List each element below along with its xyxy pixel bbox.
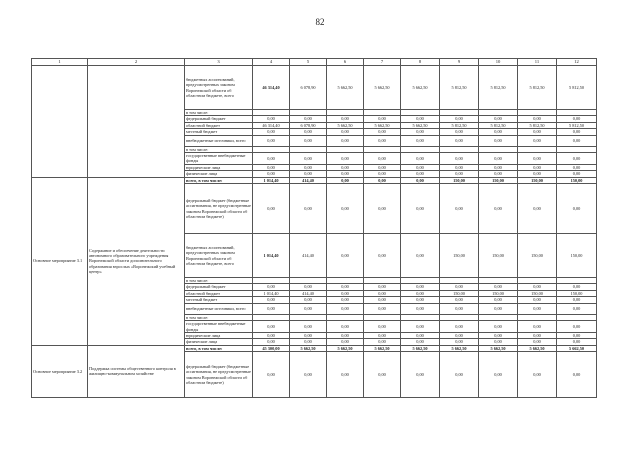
value-cell: 150,00 bbox=[440, 177, 479, 183]
value-cell: 150,00 bbox=[440, 234, 479, 278]
value-cell: 0,00 bbox=[557, 297, 597, 303]
value-cell: 0,00 bbox=[290, 135, 327, 146]
value-cell: 0,00 bbox=[253, 171, 290, 177]
value-cell: 0,00 bbox=[327, 171, 364, 177]
funding-source: юридические лица bbox=[185, 332, 253, 338]
value-cell: 0,00 bbox=[253, 164, 290, 170]
value-cell: 150,00 bbox=[479, 290, 518, 296]
value-cell: 0,00 bbox=[364, 290, 401, 296]
value-cell: 0,00 bbox=[327, 177, 364, 183]
value-cell: 0,00 bbox=[557, 164, 597, 170]
value-cell: 414,40 bbox=[290, 290, 327, 296]
funding-source: всего, в том числе: bbox=[185, 177, 253, 183]
funding-source: физические лица bbox=[185, 339, 253, 345]
value-cell: 0,00 bbox=[401, 164, 440, 170]
value-cell: 0,00 bbox=[290, 184, 327, 234]
value-cell: 0,00 bbox=[518, 135, 557, 146]
value-cell: 0,00 bbox=[479, 116, 518, 122]
table-row bbox=[32, 66, 597, 110]
value-cell: 0,00 bbox=[364, 321, 401, 333]
value-cell: 0,00 bbox=[290, 297, 327, 303]
value-cell: 0,00 bbox=[440, 352, 479, 398]
value-cell: 0,00 bbox=[327, 116, 364, 122]
value-cell: 150,00 bbox=[518, 177, 557, 183]
funding-source: всего, в том числе: bbox=[185, 345, 253, 351]
value-cell: 0,00 bbox=[364, 171, 401, 177]
value-cell: 0,00 bbox=[327, 184, 364, 234]
value-cell: 5 812,50 bbox=[557, 66, 597, 110]
value-cell: 0,00 bbox=[557, 135, 597, 146]
value-cell: 0,00 bbox=[327, 297, 364, 303]
activity-name: Основное мероприятие 3.1 bbox=[32, 177, 88, 345]
header-cell-9: 9 bbox=[440, 59, 479, 66]
value-cell: 0,00 bbox=[557, 171, 597, 177]
value-cell: 5 812,50 bbox=[518, 122, 557, 128]
value-cell: 0,00 bbox=[327, 352, 364, 398]
value-cell: 0,00 bbox=[364, 284, 401, 290]
value-cell: 0,00 bbox=[479, 171, 518, 177]
funding-source: государственные внебюджетные фонды bbox=[185, 321, 253, 333]
value-cell: 0,00 bbox=[364, 332, 401, 338]
value-cell: 0,00 bbox=[479, 332, 518, 338]
value-cell: 150,00 bbox=[479, 234, 518, 278]
value-cell: 0,00 bbox=[557, 184, 597, 234]
header-cell-5: 5 bbox=[290, 59, 327, 66]
value-cell: 0,00 bbox=[479, 135, 518, 146]
value-cell: 0,00 bbox=[401, 177, 440, 183]
value-cell: 0,00 bbox=[479, 303, 518, 314]
value-cell: 0,00 bbox=[327, 164, 364, 170]
activity-description: Поддержка системы общественного контроля в жилищно-коммунальном хозяйстве bbox=[88, 345, 185, 397]
value-cell: 1 014,40 bbox=[253, 234, 290, 278]
header-cell-10: 10 bbox=[479, 59, 518, 66]
value-cell: 0,00 bbox=[401, 135, 440, 146]
value-cell: 5 662,50 bbox=[327, 66, 364, 110]
value-cell: 0,00 bbox=[401, 116, 440, 122]
activity-name bbox=[32, 66, 88, 178]
value-cell: 0,00 bbox=[557, 321, 597, 333]
funding-source: внебюджетные источники, всего bbox=[185, 135, 253, 146]
value-cell: 0,00 bbox=[290, 116, 327, 122]
value-cell: 0,00 bbox=[401, 303, 440, 314]
header-cell-3: 3 bbox=[185, 59, 253, 66]
value-cell: 0,00 bbox=[253, 339, 290, 345]
value-cell: 5 812,50 bbox=[479, 66, 518, 110]
value-cell: 0,00 bbox=[327, 303, 364, 314]
funding-source: в том числе: bbox=[185, 278, 253, 284]
funding-source: федеральный бюджет (бюджетные ассигнования, не предусмотренные законом Воронежской области об областном бюджете) bbox=[185, 352, 253, 398]
value-cell: 5 662,50 bbox=[440, 345, 479, 351]
value-cell: 150,00 bbox=[557, 177, 597, 183]
header-cell-8: 8 bbox=[401, 59, 440, 66]
value-cell: 0,00 bbox=[401, 284, 440, 290]
value-cell: 0,00 bbox=[290, 321, 327, 333]
funding-source: в том числе: bbox=[185, 314, 253, 320]
value-cell: 0,00 bbox=[440, 184, 479, 234]
value-cell: 0,00 bbox=[290, 129, 327, 135]
value-cell: 0,00 bbox=[253, 297, 290, 303]
value-cell: 0,00 bbox=[364, 135, 401, 146]
value-cell: 0,00 bbox=[290, 339, 327, 345]
value-cell: 0,00 bbox=[518, 297, 557, 303]
value-cell: 0,00 bbox=[557, 284, 597, 290]
value-cell: 0,00 bbox=[557, 332, 597, 338]
header-cell-7: 7 bbox=[364, 59, 401, 66]
value-cell: 5 812,50 bbox=[479, 122, 518, 128]
value-cell: 5 662,50 bbox=[401, 122, 440, 128]
value-cell: 0,00 bbox=[518, 171, 557, 177]
value-cell: 0,00 bbox=[253, 116, 290, 122]
value-cell: 0,00 bbox=[327, 284, 364, 290]
value-cell: 0,00 bbox=[479, 164, 518, 170]
value-cell: 0,00 bbox=[290, 303, 327, 314]
value-cell: 0,00 bbox=[327, 321, 364, 333]
value-cell: 0,00 bbox=[479, 339, 518, 345]
funding-source: в том числе: bbox=[185, 146, 253, 152]
value-cell: 150,00 bbox=[479, 177, 518, 183]
value-cell: 0,00 bbox=[557, 153, 597, 165]
value-cell: 0,00 bbox=[364, 177, 401, 183]
value-cell: 0,00 bbox=[479, 184, 518, 234]
header-cell-12: 12 bbox=[557, 59, 597, 66]
value-cell: 6 078,90 bbox=[290, 66, 327, 110]
value-cell: 0,00 bbox=[401, 171, 440, 177]
value-cell: 0,00 bbox=[364, 297, 401, 303]
value-cell: 46 314,40 bbox=[253, 66, 290, 110]
value-cell: 1 014,40 bbox=[253, 177, 290, 183]
value-cell: 5 662,50 bbox=[327, 345, 364, 351]
funding-source: бюджетных ассигнований, предусмотренных законом Воронежской области об областном бюджете, всего bbox=[185, 234, 253, 278]
value-cell: 5 662,50 bbox=[364, 66, 401, 110]
value-cell: 5 662,50 bbox=[290, 345, 327, 351]
value-cell: 0,00 bbox=[253, 332, 290, 338]
page-number: 82 bbox=[315, 17, 325, 27]
value-cell: 0,00 bbox=[440, 321, 479, 333]
value-cell: 0,00 bbox=[327, 129, 364, 135]
budget-table bbox=[31, 58, 597, 398]
value-cell: 0,00 bbox=[440, 284, 479, 290]
value-cell: 0,00 bbox=[440, 332, 479, 338]
value-cell: 0,00 bbox=[518, 164, 557, 170]
value-cell: 0,00 bbox=[518, 129, 557, 135]
value-cell: 0,00 bbox=[479, 153, 518, 165]
value-cell: 5 812,50 bbox=[440, 122, 479, 128]
value-cell: 0,00 bbox=[401, 339, 440, 345]
value-cell: 0,00 bbox=[401, 290, 440, 296]
value-cell: 0,00 bbox=[253, 284, 290, 290]
value-cell: 0,00 bbox=[327, 153, 364, 165]
value-cell: 0,00 bbox=[253, 352, 290, 398]
value-cell: 0,00 bbox=[440, 303, 479, 314]
value-cell: 0,00 bbox=[364, 116, 401, 122]
funding-source: федеральный бюджет bbox=[185, 284, 253, 290]
funding-source: местный бюджет bbox=[185, 129, 253, 135]
value-cell: 0,00 bbox=[440, 164, 479, 170]
value-cell: 5 662,50 bbox=[364, 122, 401, 128]
funding-source: в том числе: bbox=[185, 110, 253, 116]
value-cell: 0,00 bbox=[364, 234, 401, 278]
value-cell: 0,00 bbox=[440, 171, 479, 177]
funding-source: юридические лица bbox=[185, 164, 253, 170]
funding-source: государственные внебюджетные фонды bbox=[185, 153, 253, 165]
value-cell: 5 812,50 bbox=[557, 122, 597, 128]
value-cell: 414,40 bbox=[290, 234, 327, 278]
value-cell: 0,00 bbox=[518, 339, 557, 345]
value-cell: 5 662,50 bbox=[364, 345, 401, 351]
funding-source: областной бюджет bbox=[185, 290, 253, 296]
funding-source: областной бюджет bbox=[185, 122, 253, 128]
value-cell: 0,00 bbox=[557, 116, 597, 122]
value-cell: 414,40 bbox=[290, 177, 327, 183]
value-cell: 150,00 bbox=[557, 290, 597, 296]
value-cell: 0,00 bbox=[518, 332, 557, 338]
value-cell: 0,00 bbox=[518, 153, 557, 165]
value-cell: 0,00 bbox=[364, 129, 401, 135]
value-cell: 5 662,50 bbox=[557, 345, 597, 351]
value-cell: 0,00 bbox=[401, 321, 440, 333]
value-cell: 0,00 bbox=[557, 129, 597, 135]
value-cell: 0,00 bbox=[401, 234, 440, 278]
value-cell: 0,00 bbox=[440, 339, 479, 345]
value-cell: 0,00 bbox=[518, 321, 557, 333]
value-cell: 0,00 bbox=[327, 332, 364, 338]
value-cell: 0,00 bbox=[401, 352, 440, 398]
value-cell: 0,00 bbox=[518, 184, 557, 234]
value-cell: 0,00 bbox=[290, 352, 327, 398]
header-row bbox=[32, 59, 597, 66]
value-cell: 0,00 bbox=[364, 352, 401, 398]
value-cell: 0,00 bbox=[364, 339, 401, 345]
funding-source: федеральный бюджет bbox=[185, 116, 253, 122]
value-cell: 46 314,40 bbox=[253, 122, 290, 128]
value-cell: 0,00 bbox=[327, 290, 364, 296]
value-cell: 0,00 bbox=[327, 234, 364, 278]
header-cell-6: 6 bbox=[327, 59, 364, 66]
value-cell: 0,00 bbox=[290, 164, 327, 170]
value-cell: 0,00 bbox=[364, 153, 401, 165]
value-cell: 0,00 bbox=[253, 184, 290, 234]
value-cell: 0,00 bbox=[518, 116, 557, 122]
value-cell: 0,00 bbox=[364, 164, 401, 170]
value-cell: 0,00 bbox=[479, 129, 518, 135]
value-cell: 0,00 bbox=[557, 339, 597, 345]
value-cell: 0,00 bbox=[290, 171, 327, 177]
value-cell: 0,00 bbox=[479, 297, 518, 303]
header-cell-1: 1 bbox=[32, 59, 88, 66]
value-cell: 5 812,50 bbox=[440, 66, 479, 110]
value-cell: 0,00 bbox=[290, 153, 327, 165]
value-cell: 0,00 bbox=[518, 352, 557, 398]
value-cell: 0,00 bbox=[401, 129, 440, 135]
value-cell: 0,00 bbox=[253, 153, 290, 165]
value-cell: 1 014,40 bbox=[253, 290, 290, 296]
funding-source: физические лица bbox=[185, 171, 253, 177]
header-cell-2: 2 bbox=[88, 59, 185, 66]
activity-name: Основное мероприятие 3.2 bbox=[32, 345, 88, 397]
value-cell: 0,00 bbox=[479, 352, 518, 398]
value-cell: 5 662,50 bbox=[479, 345, 518, 351]
value-cell: 45 300,00 bbox=[253, 345, 290, 351]
header-cell-4: 4 bbox=[253, 59, 290, 66]
value-cell: 0,00 bbox=[290, 332, 327, 338]
value-cell: 5 662,50 bbox=[518, 345, 557, 351]
value-cell: 150,00 bbox=[440, 290, 479, 296]
value-cell: 0,00 bbox=[327, 339, 364, 345]
value-cell: 0,00 bbox=[401, 297, 440, 303]
funding-source: внебюджетные источники, всего bbox=[185, 303, 253, 314]
value-cell: 6 078,90 bbox=[290, 122, 327, 128]
value-cell: 0,00 bbox=[440, 135, 479, 146]
value-cell: 0,00 bbox=[253, 129, 290, 135]
value-cell: 0,00 bbox=[479, 321, 518, 333]
value-cell: 0,00 bbox=[557, 352, 597, 398]
value-cell: 0,00 bbox=[557, 303, 597, 314]
funding-source: федеральный бюджет (бюджетные ассигнования, не предусмотренные законом Воронежской области об областном бюджете) bbox=[185, 184, 253, 234]
value-cell: 0,00 bbox=[401, 332, 440, 338]
value-cell: 0,00 bbox=[440, 116, 479, 122]
value-cell: 0,00 bbox=[440, 153, 479, 165]
value-cell: 5 812,50 bbox=[518, 66, 557, 110]
value-cell: 150,00 bbox=[518, 234, 557, 278]
value-cell: 0,00 bbox=[518, 303, 557, 314]
value-cell: 5 662,50 bbox=[401, 345, 440, 351]
funding-source: местный бюджет bbox=[185, 297, 253, 303]
value-cell: 0,00 bbox=[440, 129, 479, 135]
value-cell: 0,00 bbox=[401, 153, 440, 165]
funding-source: бюджетных ассигнований, предусмотренных законом Воронежской области об областном бюджете, всего bbox=[185, 66, 253, 110]
value-cell: 0,00 bbox=[253, 135, 290, 146]
value-cell: 0,00 bbox=[364, 184, 401, 234]
value-cell: 0,00 bbox=[327, 135, 364, 146]
value-cell: 0,00 bbox=[440, 297, 479, 303]
value-cell: 0,00 bbox=[364, 303, 401, 314]
value-cell: 5 662,50 bbox=[327, 122, 364, 128]
value-cell: 0,00 bbox=[479, 284, 518, 290]
header-cell-11: 11 bbox=[518, 59, 557, 66]
value-cell: 5 662,50 bbox=[401, 66, 440, 110]
value-cell: 0,00 bbox=[253, 321, 290, 333]
value-cell: 0,00 bbox=[290, 284, 327, 290]
activity-description: Содержание и обеспечение деятельности автономного образовательного учреждения Воронежской области дополнительного образования взрослых «Воронежский учебный центр» bbox=[88, 177, 185, 345]
value-cell: 150,00 bbox=[557, 234, 597, 278]
value-cell: 150,00 bbox=[518, 290, 557, 296]
activity-description bbox=[88, 66, 185, 178]
value-cell: 0,00 bbox=[401, 184, 440, 234]
value-cell: 0,00 bbox=[253, 303, 290, 314]
value-cell: 0,00 bbox=[518, 284, 557, 290]
